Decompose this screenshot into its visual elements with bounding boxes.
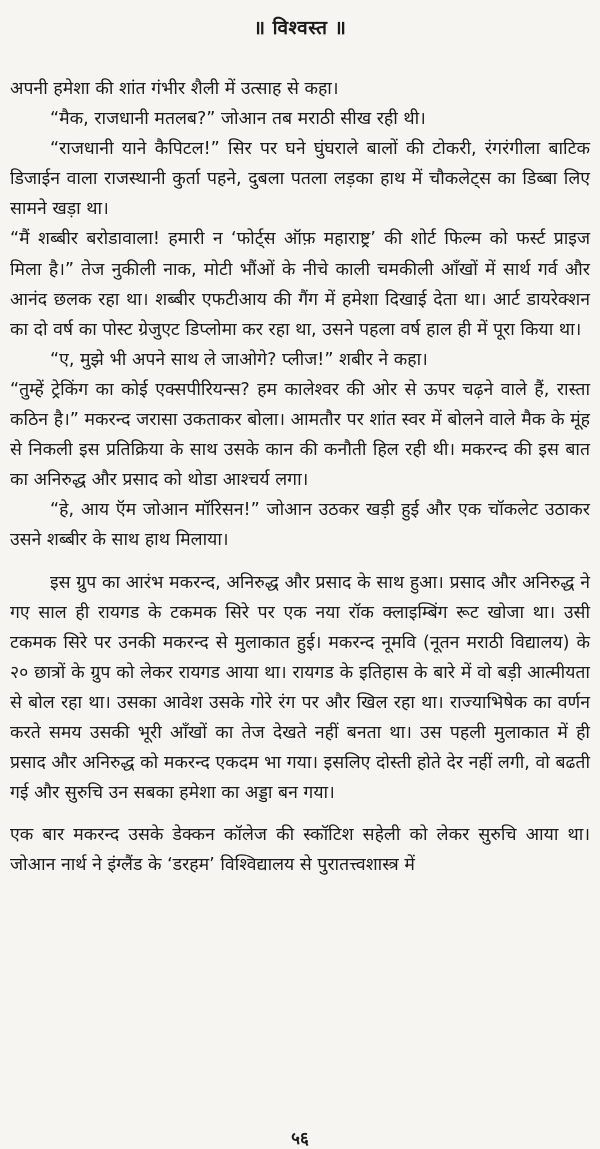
paragraph-shabbir-intro: “मैं शब्बीर बरोडावाला! हमारी न ‘फोर्ट्स ऑफ़ महाराष्ट्र’ की शोर्ट फिल्म को फर्स्ट प्राइज मिला है।” तेज नुकीली नाक, मोटी भौंओं के नीचे काली चमकीली आँखों में सार्थ गर्व और आनंद छलक रहा था। शब्बीर एफटीआय की गैंग में हमेशा दिखाई देता था। आर्ट डायरेक्शन का दो वर्ष का पोस्ट ग्रेजुएट डिप्लोमा कर रहा था, उसने पहला वर्ष हाल ही में पूरा किया था।: [10, 229, 590, 340]
paragraph-shabbir-request: “ए, मुझे भी अपने साथ ले जाओगे? प्लीज!” शबीर ने कहा।: [50, 349, 428, 370]
paragraph-trekking-reply: “तुम्हें ट्रेकिंग का कोई एक्सपीरियन्स? हम कालेश्वर की ओर से ऊपर चढ़ने वाले हैं, रास्ता कठिन है।” मकरन्द जरासा उकताकर बोला। आमतौर पर शांत स्वर में बोलने वाले मैक के मूंह से निकली इस प्रतिक्रिया के साथ उसके कान की कनौती हिल रही थी। मकरन्द की इस बात का अनिरुद्ध और प्रसाद को थोडा आश्चर्य लगा।: [10, 379, 590, 491]
paragraph-group-origin: इस ग्रुप का आरंभ मकरन्द, अनिरुद्ध और प्रसाद के साथ हुआ। प्रसाद और अनिरुद्ध ने गए साल ही रायगड के टकमक सिरे पर एक नया रॉक क्लाइम्बिंग रूट खोजा था। उसी टकमक सिरे पर उनकी मकरन्द से मुलाकात हुई। मकरन्द नूमवि (नूतन मराठी विद्यालय) के २० छात्रों के ग्रुप को लेकर रायगड आया था। रायगड के इतिहास के बारे में वो बड़ी आत्मीयता से बोल रहा था। उसका आवेश उसके गोरे रंग पर और खिल रहा था। राज्याभिषेक का वर्णन करते समय उसकी भूरी आँखों का तेज देखते नहीं बनता था। उस पहली मुलाकात में ही प्रसाद और अनिरुद्ध को मकरन्द एकदम भा गया। इसलिए दोस्ती होते देर नहीं लगी, वो बढती गई और सुरुचि उन सबका हमेशा का अड्डा बन गया।: [10, 572, 590, 804]
body-text: [10, 74, 590, 880]
paragraph-continuation: अपनी हमेशा की शांत गंभीर शैली में उत्साह से कहा।: [10, 79, 339, 99]
running-header: ॥ विश्वस्त ॥: [253, 17, 347, 39]
paragraph-joan-greeting: “हे, आय ऍम जोआन मॉरिसन!” जोआन उठकर खड़ी हुई और एक चॉकलेट उठाकर उसने शब्बीर के साथ हाथ मिलाया।: [10, 500, 590, 551]
paragraph-capital-answer: “राजधानी याने कैपिटल!” सिर पर घने घुंघराले बालों की टोकरी, रंगरंगीला बाटिक डिजाईन वाला राजस्थानी कुर्ता पहने, दुबला पतला लड़का हाथ में चौकलेट्स का डिब्बा लिए सामने खड़ा था।: [10, 139, 590, 220]
paragraph-scottish-friend: एक बार मकरन्द उसके डेक्कन कॉलेज की स्कॉटिश सहेली को लेकर सुरुचि आया था। जोआन नार्थ ने इंग्लैंड के ‘डरहम’ विश्विद्यालय से पुरातत्त्वशास्त्र में: [10, 825, 590, 876]
paragraph-mac-question: “मैक, राजधानी मतलब?” जोआन तब मराठी सीख रही थी।: [50, 109, 426, 130]
page-number: ५६: [291, 1129, 309, 1149]
